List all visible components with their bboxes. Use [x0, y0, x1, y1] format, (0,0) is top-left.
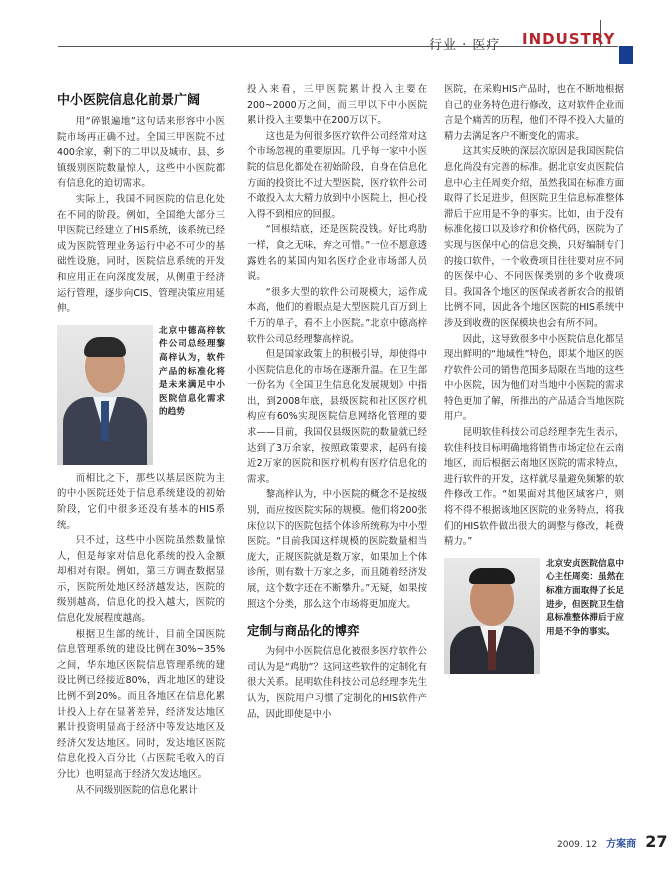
article-column-1: [57, 92, 225, 798]
magazine-logo: 方案商: [606, 839, 637, 850]
portrait-photo-li-gaozi: [57, 325, 153, 465]
paragraph: 医院，在采购HIS产品时，也在不断地根据自己的业务特色进行修改，这对软件企业而言是个痛苦的历程，他们不得不投入大量的精力去满足客户不断变化的需求。: [444, 84, 624, 142]
paragraph: 从不同级别医院的信息化累计: [75, 784, 198, 796]
paragraph: 这其实反映的深层次原因是我国医院信息化尚没有完善的标准。据北京安贞医院信息中心主任周奕介绍，虽然我国在标准方面取得了长足进步，但医院卫生信息标准整体滞后于应用是不争的事实。比如，由于没有标准化接口以及诊疗和价格代码，医院为了实现与医保中心的信息交换，只好编制专门的接口软件，一个收费项目往往要对应不同的医保中心、不同医保类别的多个收费项目。我国各个地区的医保或者新农合的报销比例不同，因此各个地区医院的HIS系统中涉及到收费的医保模块也会有所不同。: [444, 146, 624, 329]
photo-block-1: [57, 325, 225, 465]
paragraph: 黎高梓认为，中小医院的概念不是按级别，而应按医院实际的规模。他们将200张床位以下的医院包括个体诊所统称为中小型医院。“目前我国这样规模的医院数量相当庞大，正规医院就是数万家，如果加上个体诊所，则有数十万家之多，而且随着经济发展，这个数字还在不断攀升。”无疑，如果按照这个分类，那么这个市场将更加庞大。: [247, 489, 427, 610]
page-footer: [557, 832, 668, 851]
paragraph: 实际上，我国不同医院的信息化处在不同的阶段。例如，全国绝大部分三甲医院已经建立了HIS系统，该系统已经成为医院管理业务运行中必不可少的基础性设施，同时，医院信息系统的开发和应用正在向深度发展，从侧重于经济运行管理，逐步向CIS、管理决策应用延伸。: [57, 193, 225, 315]
portrait-photo-zhou-yi: [444, 558, 540, 674]
photo-caption-2: 北京安贞医院信息中心主任周奕：虽然在标准方面取得了长足进步，但医院卫生信息标准整体滞后于应用是不争的事实。: [546, 558, 624, 637]
paragraph: 只不过，这些中小医院虽然数量惊人，但是每家对信息化系统的投入金额却相对有限。例如，第三方调查数据显示，医院所处地区经济越发达，医院的级别越高，信息化的投入越大，医院的信息化发展程度越高。: [57, 535, 225, 625]
section-label: 行业 · 医疗: [429, 38, 501, 53]
paragraph: 昆明软佳科技公司总经理李先生表示，软佳科技目标明确地将销售市场定位在云南地区，而后根据云南地区医院的需求特点，进行软件的开发，这样就尽量避免频繁的软件修改工作。“如果面对其他区域客户，则将不得不根据该地区医院的业务特点，将我们的HIS软件做出很大的调整与修改，耗费精力。”: [444, 427, 624, 548]
article-column-3: [444, 82, 624, 680]
paragraph: 用“碎银遍地”这句话来形容中小医院市场再正确不过。全国三甲医院不过400余家，剩下的二甲以及城市、县、乡镇级别医院数量惊人，这些中小医院都有信息化的迫切需求。: [57, 116, 225, 190]
article-title: 中小医院信息化前景广阔: [57, 93, 201, 108]
section-brand: INDUSTRY: [522, 30, 616, 48]
issue-date: 2009. 12: [557, 840, 598, 850]
paragraph: 根据卫生部的统计，目前全国医院信息管理系统的建设比例在30%~35%之间，华东地区医院信息管理系统的建设比例已经接近80%，西北地区的建设比例不到20%。而且各地区在信息化累计投入上存在显著差异，经济发达地区累计投资明显高于经济中等发达地区及经济欠发达地区。同时，发达地区医院信息化投入百分比（占医院毛收入的百分比）也明显高于经济欠发达地区。: [57, 628, 225, 780]
paragraph: 这也是为何很多医疗软件公司经常对这个市场忽视的重要原因。几乎每一家中小医院的信息化都处在初始阶段，自身在信息化方面的投资比不过大型医院，医疗软件公司不敢投入太大精力放到中小医院上，担心投入得不到相应的回报。: [247, 130, 427, 220]
paragraph: 但是国家政策上的积极引导，却使得中小医院信息化的市场在逐渐升温。在卫生部一份名为《全国卫生信息化发展规划》中指出，到2008年底，县级医院和社区医疗机构应有60%实现医院信息网络化管理的要求——目前，我国仅县级医院的数量就已经达到了3万余家，按照政策要求，起码有接近2万家的医院和医疗机构有医疗信息化的需求。: [247, 349, 427, 485]
paragraph: 为何中小医院信息化被很多医疗软件公司认为是“鸡肋”？这同这些软件的定制化有很大关系。昆明软佳科技公司总经理李先生认为，医院用户习惯了定制化的HIS软件产品，因此即使是中小: [247, 646, 427, 720]
paragraph: “很多大型的软件公司规模大，运作成本高，他们的着眼点是大型医院几百万到上千万的单子，看不上小医院。”北京中德高梓软件公司总经理黎高梓说。: [247, 286, 427, 345]
paragraph: 投入来看，三甲医院累计投入主要在200~2000万之间，而三甲以下中小医院累计投入主要集中在200万以下。: [247, 84, 427, 127]
section-tab-marker: [619, 46, 633, 64]
paragraph: 而相比之下，那些以基层医院为主的中小医院还处于信息系统建设的初始阶段，它们中很多还没有基本的HIS系统。: [57, 472, 225, 531]
section-subheading: 定制与商品化的博弈: [247, 623, 360, 639]
page-number: 27: [645, 832, 668, 851]
paragraph: “回根结底，还是医院没钱。好比鸡肋一样，食之无味，弃之可惜。”一位不愿意透露姓名的某国内知名医疗企业市场部人员说。: [247, 224, 427, 283]
photo-block-2: [444, 558, 624, 674]
article-column-2: [247, 82, 427, 722]
paragraph: 因此，这导致很多中小医院信息化都呈现出鲜明的“地域性”特色，即某个地区的医疗软件公司的销售范围多局限在当地的这些中小医院，因为他们对当地中小医院的需求特色更加了解，所推出的产品适合当地医院用户。: [444, 333, 624, 423]
photo-caption-1: 北京中德高梓软件公司总经理黎高梓认为，软件产品的标准化将是未来满足中小医院信息化需求的趋势: [159, 325, 225, 418]
